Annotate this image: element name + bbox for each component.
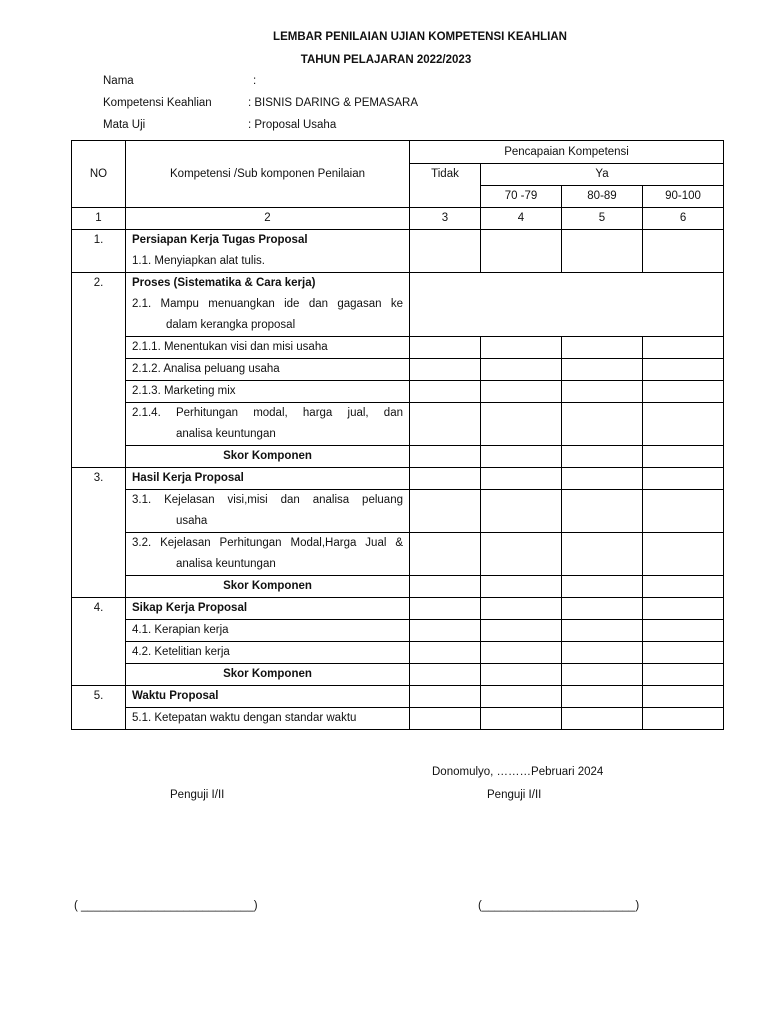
section-title: Waktu Proposal [126,686,410,708]
score-cell[interactable] [562,381,643,403]
score-cell[interactable] [481,468,562,490]
score-cell[interactable] [562,468,643,490]
table-row [72,708,724,730]
signature-line-left: ( ___________________________) [74,900,258,912]
score-cell[interactable] [410,468,481,490]
table-row [72,446,724,468]
penguji-right-label: Penguji I/II [487,789,542,801]
header-tidak: Tidak [410,164,481,208]
table-row [72,642,724,664]
score-cell[interactable] [643,708,724,730]
score-cell[interactable] [410,403,481,446]
score-cell[interactable] [410,359,481,381]
header-kompetensi: Kompetensi /Sub komponen Penilaian [126,141,410,208]
score-cell[interactable] [643,620,724,642]
item-label: 4.1. Kerapian kerja [126,620,410,642]
score-cell[interactable] [562,576,643,598]
table-row [72,468,724,490]
score-cell[interactable] [643,230,724,273]
score-cell[interactable] [643,533,724,576]
table-row [72,576,724,598]
header-pencapaian: Pencapaian Kompetensi [410,141,724,164]
score-cell[interactable] [643,381,724,403]
score-cell[interactable] [562,490,643,533]
score-cell[interactable] [481,490,562,533]
form-title: LEMBAR PENILAIAN UJIAN KOMPETENSI KEAHLIAN [273,31,567,43]
score-cell[interactable] [481,230,562,273]
score-cell[interactable] [562,533,643,576]
score-cell[interactable] [643,446,724,468]
col-num: 6 [643,208,724,230]
table-row [72,337,724,359]
score-cell[interactable] [562,642,643,664]
item-label: 2.1.2. Analisa peluang usaha [126,359,410,381]
score-cell[interactable] [481,620,562,642]
score-cell[interactable] [410,337,481,359]
score-cell[interactable] [481,598,562,620]
header-range-1: 70 -79 [481,186,562,208]
col-num: 4 [481,208,562,230]
header-ya: Ya [481,164,724,186]
score-cell[interactable] [481,381,562,403]
score-cell[interactable] [562,403,643,446]
col-num: 5 [562,208,643,230]
table-row [72,664,724,686]
score-cell[interactable] [410,381,481,403]
score-cell[interactable] [481,642,562,664]
item-label: analisa keuntungan [126,424,410,446]
score-cell[interactable] [410,230,481,273]
kompetensi-label: Kompetensi Keahlian [103,97,212,109]
merged-blank-cell [410,273,724,337]
score-cell[interactable] [562,686,643,708]
item-label: usaha [126,511,410,533]
score-cell[interactable] [410,598,481,620]
item-label: 2.1.4. Perhitungan modal, harga jual, dan [126,403,410,425]
score-cell[interactable] [643,686,724,708]
score-cell[interactable] [562,230,643,273]
score-cell[interactable] [481,686,562,708]
score-cell[interactable] [643,337,724,359]
section-title: Proses (Sistematika & Cara kerja) [126,273,410,295]
score-cell[interactable] [410,533,481,576]
table-row [72,403,724,425]
score-cell[interactable] [481,446,562,468]
score-cell[interactable] [410,490,481,533]
score-cell[interactable] [643,576,724,598]
score-cell[interactable] [410,620,481,642]
skor-komponen-label: Skor Komponen [126,664,410,686]
item-label: analisa keuntungan [126,554,410,576]
table-row [72,381,724,403]
score-cell[interactable] [562,664,643,686]
item-label: 2.1.3. Marketing mix [126,381,410,403]
score-cell[interactable] [410,664,481,686]
score-cell[interactable] [481,337,562,359]
score-cell[interactable] [643,403,724,446]
table-row [72,359,724,381]
nama-value: : [253,75,257,87]
place-date: Donomulyo, ………Pebruari 2024 [432,766,604,778]
section-number: 2. [72,273,126,468]
header-range-2: 80-89 [562,186,643,208]
score-cell[interactable] [562,620,643,642]
col-num: 1 [72,208,126,230]
table-row [72,533,724,555]
table-row [72,686,724,708]
header-no: NO [72,141,126,208]
kompetensi-value: : BISNIS DARING & PEMASARA [248,97,418,109]
score-cell[interactable] [481,708,562,730]
penguji-left-label: Penguji I/II [170,789,225,801]
table-row [72,230,724,252]
item-label: 5.1. Ketepatan waktu dengan standar waktu [126,708,410,730]
score-cell[interactable] [481,359,562,381]
signature-line-right: (________________________) [478,900,640,912]
item-label: 3.1. Kejelasan visi,misi dan analisa peluang [126,490,410,512]
section-title: Persiapan Kerja Tugas Proposal [126,230,410,252]
section-number: 4. [72,598,126,686]
mata-uji-value: : Proposal Usaha [248,119,337,131]
score-cell[interactable] [410,708,481,730]
table-row [72,598,724,620]
table-row [72,273,724,295]
section-number: 5. [72,686,126,730]
table-row [72,490,724,512]
nama-label: Nama [103,75,134,87]
skor-komponen-label: Skor Komponen [126,576,410,598]
score-cell[interactable] [410,446,481,468]
score-cell[interactable] [643,664,724,686]
score-cell[interactable] [410,686,481,708]
score-cell[interactable] [562,708,643,730]
score-cell[interactable] [410,642,481,664]
item-label: dalam kerangka proposal [126,315,410,337]
form-subtitle: TAHUN PELAJARAN 2022/2023 [300,54,472,66]
section-number: 1. [72,230,126,273]
score-cell[interactable] [562,598,643,620]
score-cell[interactable] [410,576,481,598]
score-cell[interactable] [481,576,562,598]
mata-uji-label: Mata Uji [103,119,146,131]
score-cell[interactable] [481,533,562,576]
item-label: 2.1. Mampu menuangkan ide dan gagasan ke [126,294,410,315]
score-cell[interactable] [643,598,724,620]
section-title: Sikap Kerja Proposal [126,598,410,620]
item-label: 3.2. Kejelasan Perhitungan Modal,Harga Jual & [126,533,410,555]
score-cell[interactable] [562,359,643,381]
score-cell[interactable] [562,446,643,468]
score-cell[interactable] [643,359,724,381]
table-row [72,620,724,642]
score-cell[interactable] [643,642,724,664]
table-header-row [72,141,724,164]
section-title: Hasil Kerja Proposal [126,468,410,490]
header-range-3: 90-100 [643,186,724,208]
column-number-row [72,208,724,230]
item-label: 1.1. Menyiapkan alat tulis. [126,251,410,273]
score-cell[interactable] [481,664,562,686]
col-num: 2 [126,208,410,230]
score-cell[interactable] [562,337,643,359]
score-cell[interactable] [643,490,724,533]
skor-komponen-label: Skor Komponen [126,446,410,468]
item-label: 2.1.1. Menentukan visi dan misi usaha [126,337,410,359]
section-number: 3. [72,468,126,598]
col-num: 3 [410,208,481,230]
score-cell[interactable] [481,403,562,446]
score-cell[interactable] [643,468,724,490]
item-label: 4.2. Ketelitian kerja [126,642,410,664]
assessment-table [71,140,724,730]
